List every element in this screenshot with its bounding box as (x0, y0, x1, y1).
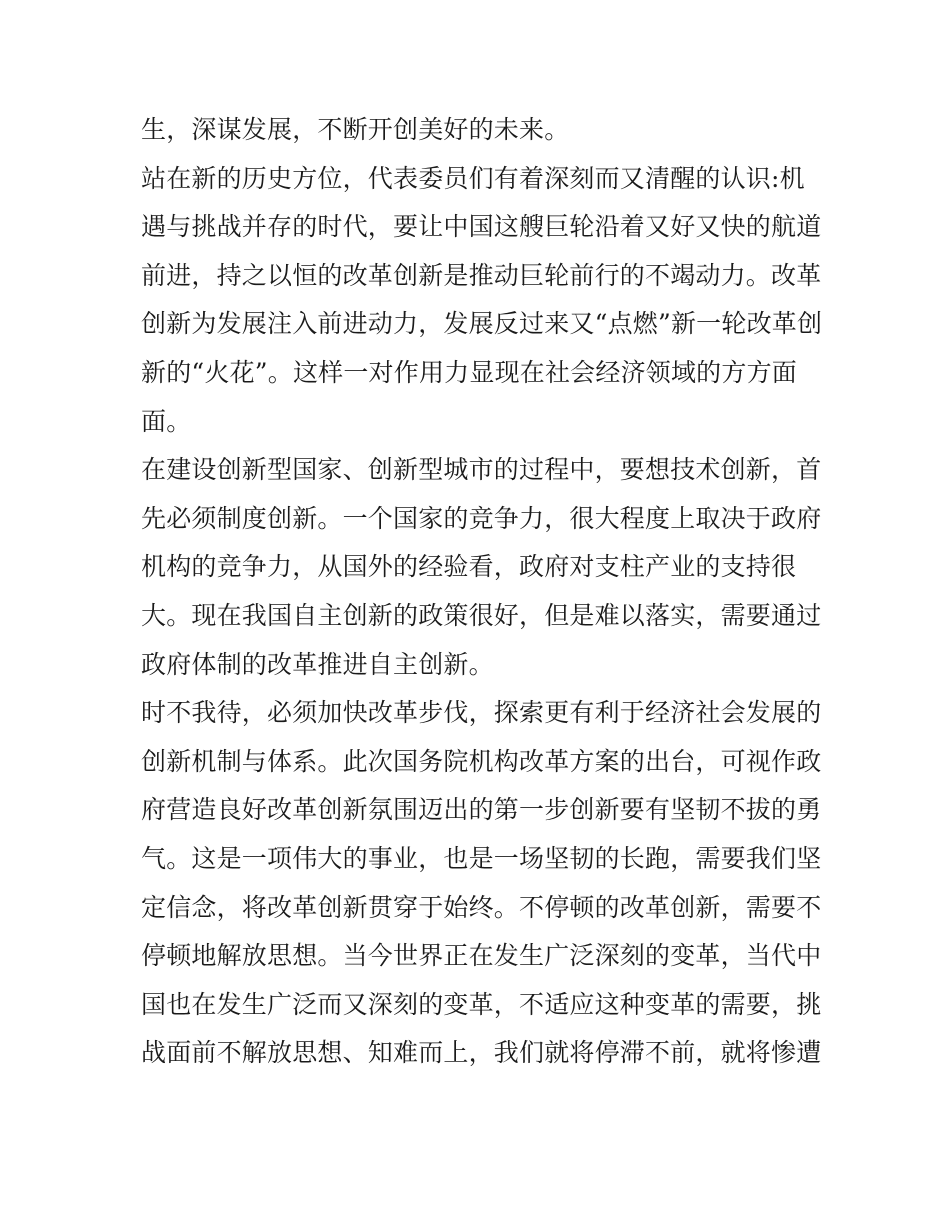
text-line: 前进，持之以恒的改革创新是推动巨轮前行的不竭动力。改革 (141, 260, 822, 290)
text-line: 大。现在我国自主创新的政策很好，但是难以落实，需要通过 (141, 600, 822, 630)
text-line: 先必须制度创新。一个国家的竞争力，很大程度上取决于政府 (141, 503, 822, 533)
text-line: 国也在发生广泛而又深刻的变革，不适应这种变革的需要，挑 (141, 989, 822, 1019)
text-line: 生，深谋发展，不断开创美好的未来。 (141, 115, 570, 144)
text-line: 创新为发展注入前进动力，发展反过来又“点燃”新一轮改革创 (141, 309, 823, 339)
text-line: 政府体制的改革推进自主创新。 (141, 649, 494, 679)
text-line: 站在新的历史方位，代表委员们有着深刻而又清醒的认识:机 (141, 163, 805, 193)
text-line: 时不我待，必须加快改革步伐，探索更有利于经济社会发展的 (141, 698, 822, 728)
body-text (141, 106, 823, 1078)
text-line: 在建设创新型国家、创新型城市的过程中，要想技术创新，首 (141, 455, 822, 485)
text-line: 府营造良好改革创新氛围迈出的第一步创新要有坚韧不拔的勇 (141, 795, 822, 825)
text-line: 新的“火花”。这样一对作用力显现在社会经济领域的方方面 (141, 357, 797, 387)
text-line: 遇与挑战并存的时代，要让中国这艘巨轮沿着又好又快的航道 (141, 212, 822, 242)
text-line: 气。这是一项伟大的事业，也是一场坚韧的长跑，需要我们坚 (141, 843, 822, 873)
text-line: 定信念，将改革创新贯穿于始终。不停顿的改革创新，需要不 (141, 892, 822, 922)
text-line: 创新机制与体系。此次国务院机构改革方案的出台，可视作政 (141, 746, 822, 776)
text-line: 机构的竞争力，从国外的经验看，政府对支柱产业的支持很 (141, 552, 797, 582)
text-line: 面。 (141, 406, 192, 436)
text-line: 战面前不解放思想、知难而上，我们就将停滞不前，就将惨遭 (141, 1038, 822, 1068)
text-line: 停顿地解放思想。当今世界正在发生广泛深刻的变革，当代中 (141, 941, 822, 971)
